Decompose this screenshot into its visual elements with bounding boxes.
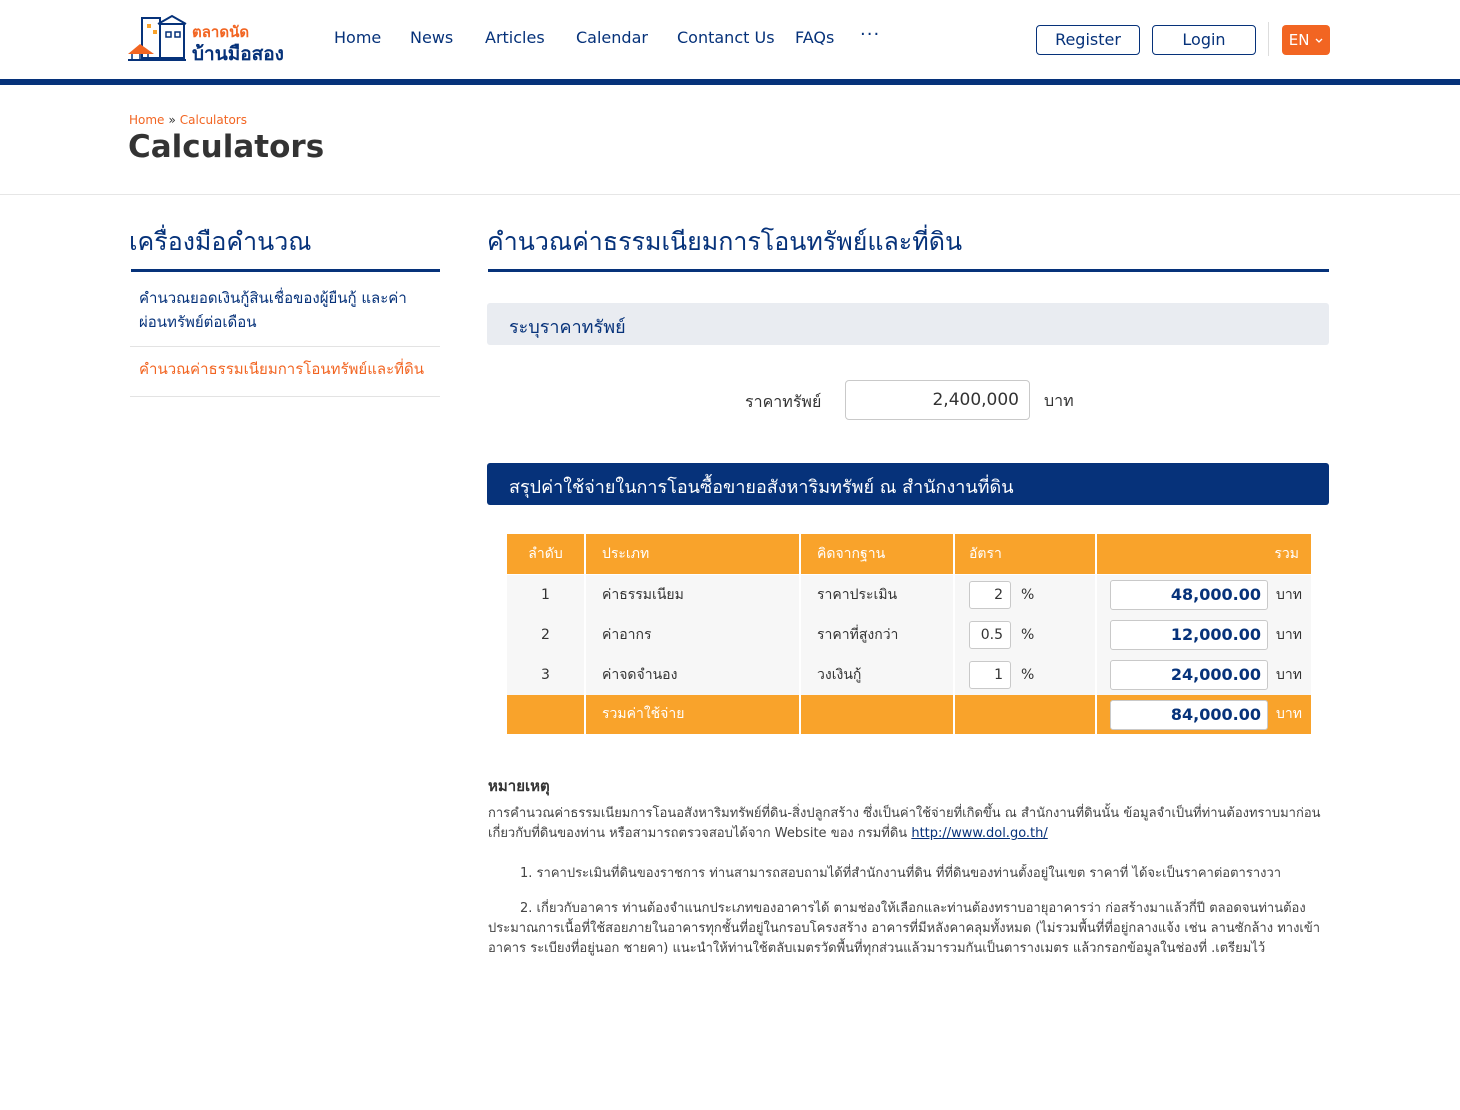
register-button[interactable]: Register xyxy=(1036,25,1140,55)
row-amount-cell xyxy=(1097,655,1311,695)
table-header-row xyxy=(507,534,1311,574)
total-empty-cell xyxy=(507,695,584,734)
price-section-label: ระบุราคาทรัพย์ xyxy=(509,317,626,338)
calculator-title-underline xyxy=(488,269,1329,272)
row-amount-cell xyxy=(1097,615,1311,655)
row-type: ค่าจดจำนอง xyxy=(586,655,799,695)
nav-contact-us[interactable]: Contanct Us xyxy=(677,28,775,47)
more-menu-icon[interactable]: ··· xyxy=(860,24,881,45)
notes-item-2: 2. เกี่ยวกับอาคาร ท่านต้องจำแนกประเภทของอาคารได้ ตามช่องให้เลือกและท่านต้องทราบอายุอาคารว่า ก่อสร้างมาแล้วกี่ปี ตลอดจนท่านต้องประมาณการเนื้อที่ใช้สอยภายในอาคารทุกชั้นที่อยู่ในกรอบโครงสร้าง อาคารที่มีหลังคาคลุมทั้งหมด (ไม่รวมพื้นที่ที่อยู่กลางแจ้ง เช่น ลานซักล้าง ทางเข้าอาคาร ระเบียงที่อยู่นอก ชายคา) แนะนำให้ท่านใช้ตลับเมตรวัดพื้นที่ทุกส่วนแล้วมารวมกันเป็นตารางเมตร แล้วกรอกข้อมูลในช่องที่ .เตรียมไว้ xyxy=(488,901,1321,956)
notes-paragraph xyxy=(488,804,1328,844)
nav-home[interactable]: Home xyxy=(334,28,382,47)
row-type: ค่าอากร xyxy=(586,615,799,655)
percent-sign: % xyxy=(1021,587,1035,603)
row-rate-cell xyxy=(955,575,1095,615)
language-label: EN xyxy=(1288,31,1310,49)
row-rate-cell xyxy=(955,655,1095,695)
row-type: ค่าธรรมเนียม xyxy=(586,575,799,615)
row-no: 2 xyxy=(507,615,584,655)
sidebar-item-loan-calculator[interactable]: คำนวณยอดเงินกู้สินเชื่อของผู้ยืนกู้ และค่าผ่อนทรัพย์ต่อเดือน xyxy=(130,273,440,347)
col-header-total: รวม xyxy=(1097,534,1311,574)
table-row xyxy=(507,575,1311,615)
amount-unit: บาท xyxy=(1276,667,1302,683)
row-base: ราคาประเมิน xyxy=(801,575,953,615)
login-button[interactable]: Login xyxy=(1152,25,1256,55)
breadcrumb-current[interactable]: Calculators xyxy=(179,113,247,127)
amount-output: 24,000.00 xyxy=(1110,660,1268,690)
notes-title: หมายเหตุ xyxy=(488,777,550,795)
breadcrumb xyxy=(129,113,247,127)
sidebar-title-underline xyxy=(131,269,440,272)
amount-output: 48,000.00 xyxy=(1110,580,1268,610)
site-logo[interactable] xyxy=(128,14,288,65)
nav-calendar[interactable]: Calendar xyxy=(576,28,648,47)
col-header-no: ลำดับ xyxy=(507,534,584,574)
row-no: 1 xyxy=(507,575,584,615)
percent-sign: % xyxy=(1021,627,1035,643)
amount-unit: บาท xyxy=(1276,587,1302,603)
row-amount-cell xyxy=(1097,575,1311,615)
breadcrumb-home[interactable]: Home xyxy=(129,113,165,127)
house-logo-icon xyxy=(128,14,188,62)
notes-text: การคำนวณค่าธรรมเนียมการโอนอสังหาริมทรัพย์ที่ดิน-สิ่งปลูกสร้าง ซึ่งเป็นค่าใช้จ่ายที่เกิดขึ้น ณ สำนักงานที่ดินนั้น ข้อมูลจำเป็นที่ท่านต้องทราบมาก่อนเกี่ยวกับที่ดินของท่าน หรือสามารถตรวจสอบได้จาก Website ของ กรมที่ดิน xyxy=(488,806,1321,841)
rate-input[interactable]: 2 xyxy=(969,581,1011,609)
row-no: 3 xyxy=(507,655,584,695)
logo-text-bottom: บ้านมือสอง xyxy=(192,43,284,65)
summary-section-label: สรุปค่าใช้จ่ายในการโอนซื้อขายอสังหาริมทรัพย์ ณ สำนักงานที่ดิน xyxy=(509,477,1014,498)
total-empty-cell xyxy=(801,695,953,734)
total-amount-cell xyxy=(1097,695,1311,734)
total-amount-unit: บาท xyxy=(1276,706,1302,722)
col-header-base: คิดจากฐาน xyxy=(801,534,953,574)
rate-input[interactable]: 0.5 xyxy=(969,621,1011,649)
summary-section-header xyxy=(487,463,1329,505)
col-header-type: ประเภท xyxy=(586,534,799,574)
amount-output: 12,000.00 xyxy=(1110,620,1268,650)
price-input[interactable]: 2,400,000 xyxy=(845,380,1030,420)
total-amount-output: 84,000.00 xyxy=(1110,700,1268,730)
table-row xyxy=(507,655,1311,695)
page-header xyxy=(0,85,1460,195)
header-divider xyxy=(1268,22,1269,56)
row-base: ราคาที่สูงกว่า xyxy=(801,615,953,655)
chevron-down-icon xyxy=(1315,38,1323,44)
nav-faqs[interactable]: FAQs xyxy=(795,28,835,47)
site-header xyxy=(0,0,1460,79)
rate-input[interactable]: 1 xyxy=(969,661,1011,689)
col-header-rate: อัตรา xyxy=(955,534,1095,574)
dol-website-link[interactable]: http://www.dol.go.th/ xyxy=(911,826,1048,841)
nav-articles[interactable]: Articles xyxy=(485,28,545,47)
table-total-row xyxy=(507,695,1311,734)
price-label: ราคาทรัพย์ xyxy=(745,392,822,411)
row-base: วงเงินกู้ xyxy=(801,655,953,695)
nav-news[interactable]: News xyxy=(410,28,454,47)
logo-text-top: ตลาดนัด xyxy=(192,23,250,41)
sidebar-item-transfer-fee-calculator[interactable]: คำนวณค่าธรรมเนียมการโอนทรัพย์และที่ดิน xyxy=(130,347,440,397)
amount-unit: บาท xyxy=(1276,627,1302,643)
breadcrumb-separator: » xyxy=(168,113,176,127)
total-empty-cell xyxy=(955,695,1095,734)
calculator-title: คำนวณค่าธรรมเนียมการโอนทรัพย์และที่ดิน xyxy=(487,227,963,256)
total-label: รวมค่าใช้จ่าย xyxy=(586,695,799,734)
price-unit: บาท xyxy=(1044,391,1074,410)
percent-sign: % xyxy=(1021,667,1035,683)
notes-item-1: 1. ราคาประเมินที่ดินของราชการ ท่านสามารถสอบถามได้ที่สำนักงานที่ดิน ที่ที่ดินของท่านตั้งอยู่ในเขต ราคาที่ ได้จะเป็นราคาต่อตารางวา xyxy=(520,866,1282,881)
sidebar-title: เครื่องมือคำนวณ xyxy=(129,227,312,256)
price-section-header xyxy=(487,303,1329,345)
language-switcher[interactable] xyxy=(1282,25,1330,55)
page-title: Calculators xyxy=(128,129,325,165)
row-rate-cell xyxy=(955,615,1095,655)
table-row xyxy=(507,615,1311,655)
